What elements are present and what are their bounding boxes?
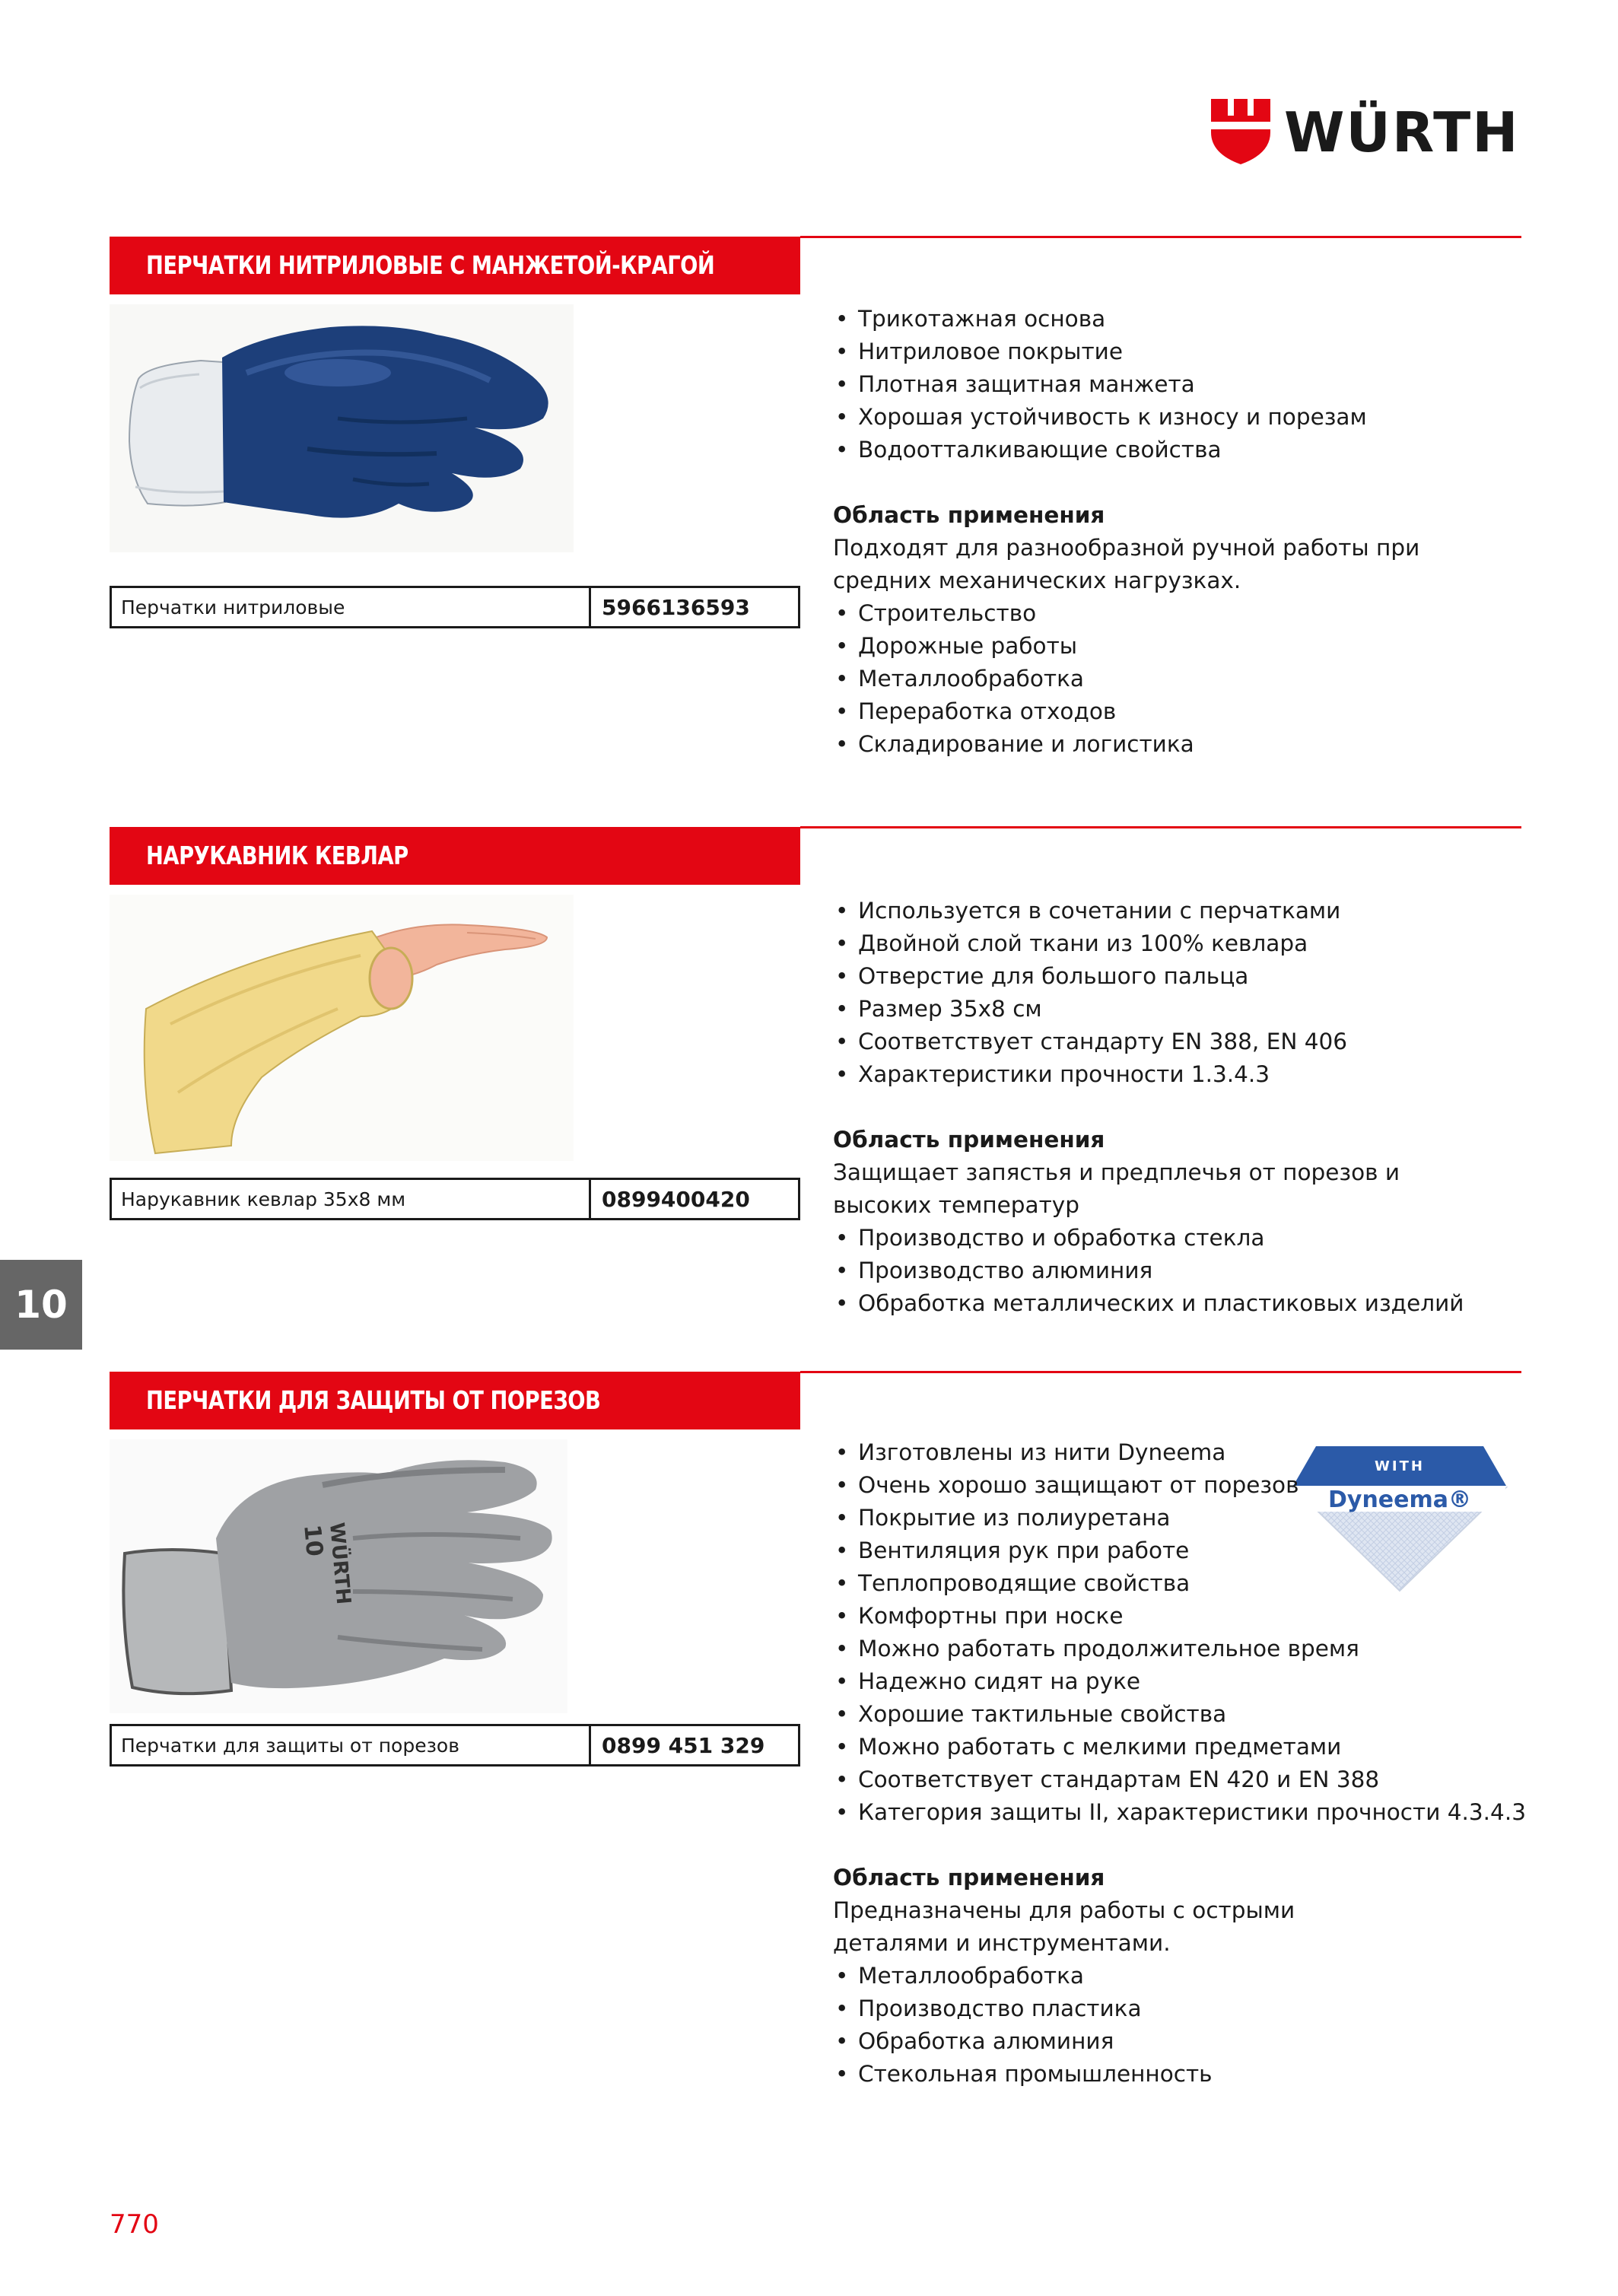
product-row <box>110 1724 800 1767</box>
kevlar-sleeve-image <box>110 895 574 1161</box>
application-text: Защищает запястья и предплечья от порезов и высоких температур <box>833 1159 1400 1218</box>
application-heading: Область применения <box>833 1127 1105 1153</box>
badge-brand-text: Dyneema® <box>1327 1487 1472 1513</box>
feature-item: • Хорошие тактильные свойства <box>833 1698 1518 1731</box>
application-item: • Металлообработка <box>833 1960 1518 1992</box>
feature-item: • Категория защиты II, характеристики прочности 4.3.4.3 <box>833 1796 1518 1829</box>
product-number[interactable]: 0899 451 329 <box>602 1733 765 1758</box>
application-list <box>833 597 1518 761</box>
brand-name: WÜRTH <box>1284 100 1520 164</box>
feature-item: • Водоотталкивающие свойства <box>833 434 1518 466</box>
application-item: • Обработка металлических и пластиковых изделий <box>833 1287 1518 1320</box>
product-name: Нарукавник кевлар 35х8 мм <box>112 1180 591 1218</box>
feature-item: • Покрытие из полиуретана <box>833 1502 1518 1534</box>
application-item: • Стекольная промышленность <box>833 2058 1518 2091</box>
feature-item: • Плотная защитная манжета <box>833 368 1518 401</box>
product-row <box>110 586 800 628</box>
section-2-rule <box>800 826 1521 828</box>
application-item: • Строительство <box>833 597 1518 630</box>
section-1-title: ПЕРЧАТКИ НИТРИЛОВЫЕ С МАНЖЕТОЙ-КРАГОЙ <box>110 237 800 294</box>
feature-item: • Надежно сидят на руке <box>833 1665 1518 1698</box>
application-item: • Складирование и логистика <box>833 728 1518 761</box>
feature-item: • Хорошая устойчивость к износу и порезам <box>833 401 1518 434</box>
feature-item: • Двойной слой ткани из 100% кевлара <box>833 927 1518 960</box>
feature-list <box>833 303 1518 466</box>
application-heading: Область применения <box>833 1865 1105 1891</box>
application-item: • Переработка отходов <box>833 695 1518 728</box>
product-name: Перчатки нитриловые <box>112 588 591 626</box>
section-1-rule <box>800 236 1521 238</box>
chapter-tab[interactable]: 10 <box>0 1260 82 1350</box>
section-3-description <box>833 1436 1526 2091</box>
feature-item: • Можно работать продолжительное время <box>833 1633 1518 1665</box>
product-name: Перчатки для защиты от порезов <box>112 1726 591 1764</box>
glove-print: WÜRTH <box>325 1521 355 1606</box>
application-list <box>833 1222 1518 1320</box>
feature-item: • Нитриловое покрытие <box>833 335 1518 368</box>
feature-item: • Можно работать с мелкими предметами <box>833 1731 1518 1763</box>
feature-item: • Вентиляция рук при работе <box>833 1534 1518 1567</box>
feature-item: • Размер 35х8 см <box>833 993 1518 1026</box>
feature-item: • Очень хорошо защищают от порезов <box>833 1469 1518 1502</box>
product-row <box>110 1178 800 1220</box>
feature-item: • Комфортны при носке <box>833 1600 1518 1633</box>
application-item: • Дорожные работы <box>833 630 1518 663</box>
application-item: • Производство и обработка стекла <box>833 1222 1518 1255</box>
section-1-description <box>833 303 1518 761</box>
application-list <box>833 1960 1518 2091</box>
application-heading: Область применения <box>833 502 1105 528</box>
application-item: • Металлообработка <box>833 663 1518 695</box>
section-3-rule <box>800 1371 1521 1373</box>
feature-item: • Трикотажная основа <box>833 303 1518 335</box>
section-2-title: НАРУКАВНИК КЕВЛАР <box>110 827 800 885</box>
cut-resistant-glove-image <box>110 1439 567 1713</box>
application-text: Предназначены для работы с острыми деталями и инструментами. <box>833 1897 1295 1956</box>
feature-item: • Используется в сочетании с перчатками <box>833 895 1518 927</box>
section-2-description <box>833 895 1518 1320</box>
feature-list <box>833 895 1518 1091</box>
section-3-title: ПЕРЧАТКИ ДЛЯ ЗАЩИТЫ ОТ ПОРЕЗОВ <box>110 1372 800 1429</box>
feature-item: • Соответствует стандартам EN 420 и EN 388 <box>833 1763 1518 1796</box>
page-number: 770 <box>110 2209 159 2240</box>
application-item: • Производство пластика <box>833 1992 1518 2025</box>
product-number[interactable]: 5966136593 <box>602 595 750 620</box>
feature-list <box>833 1436 1526 1829</box>
feature-item: • Теплопроводящие свойства <box>833 1567 1518 1600</box>
feature-item: • Изготовлены из нити Dyneema <box>833 1436 1518 1469</box>
wurth-logo-mark-icon <box>1211 99 1270 164</box>
feature-item: • Характеристики прочности 1.3.4.3 <box>833 1058 1518 1091</box>
feature-item: • Отверстие для большого пальца <box>833 960 1518 993</box>
glove-size-print: 10 <box>298 1523 328 1558</box>
wurth-logo <box>1211 99 1523 167</box>
application-text: Подходят для разнообразной ручной работы при средних механических нагрузках. <box>833 535 1420 593</box>
product-number[interactable]: 0899400420 <box>602 1187 750 1212</box>
blue-nitrile-glove-image <box>110 304 574 552</box>
badge-top-text: WITH <box>1375 1458 1425 1474</box>
feature-item: • Соответствует стандарту EN 388, EN 406 <box>833 1026 1518 1058</box>
application-item: • Производство алюминия <box>833 1255 1518 1287</box>
application-item: • Обработка алюминия <box>833 2025 1518 2058</box>
